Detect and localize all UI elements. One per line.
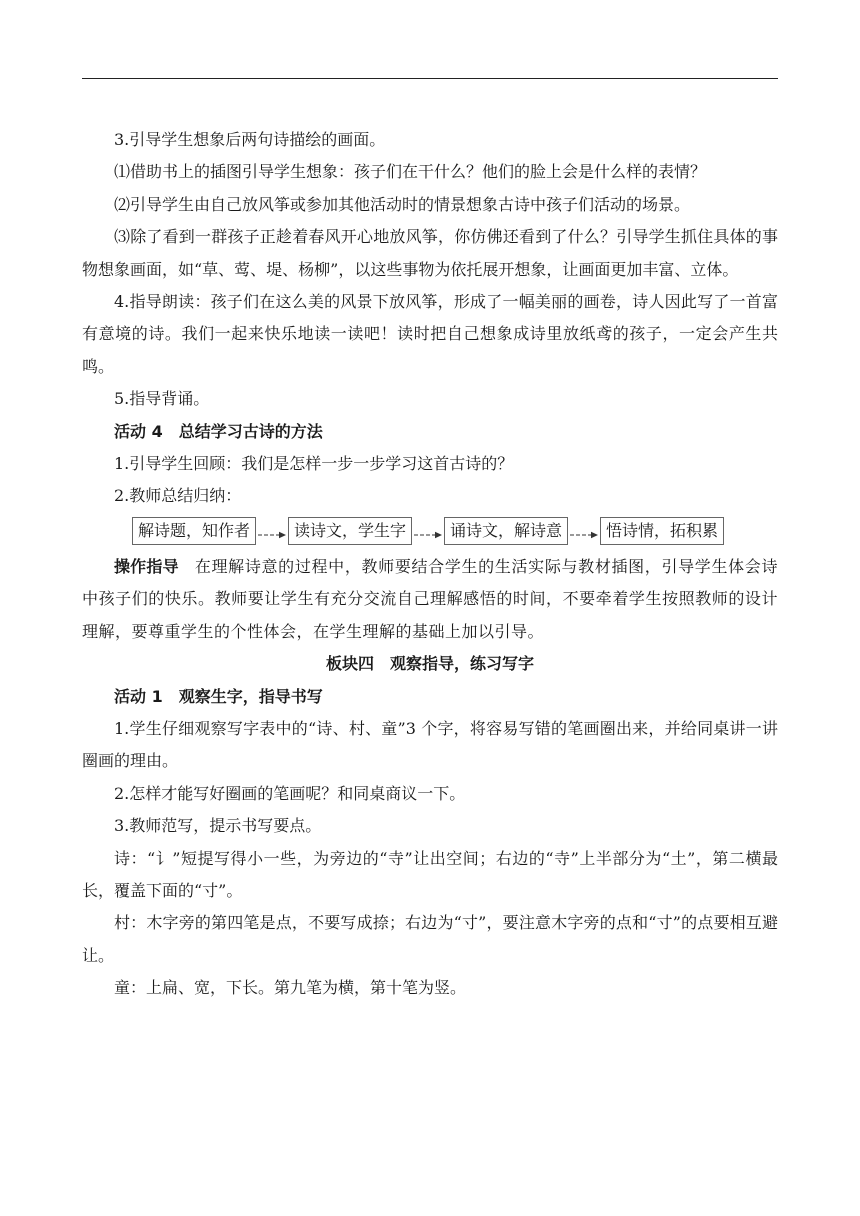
paragraph-imagine-3: ⑶除了看到一群孩子正趁着春风开心地放风筝，你仿佛还看到了什么？引导学生抓住具体的事物想象画面，如“草、莺、堤、杨柳”，以这些事物为依托展开想象，让画面更加丰富、立体。: [82, 227, 778, 279]
section-title: 板块四 观察指导，练习写字: [325, 654, 534, 674]
paragraph-review: 1.引导学生回顾：我们是怎样一步一步学习这首古诗的？: [114, 454, 514, 474]
paragraph-discuss: 2.怎样才能写好圈画的笔画呢？和同桌商议一下。: [114, 783, 466, 803]
flow-step: 解诗题，知作者: [132, 517, 256, 545]
arrow-right-icon: [256, 531, 288, 539]
document-body: [82, 124, 778, 1005]
guide-text: 在理解诗意的过程中，教师要结合学生的生活实际与教材插图，引导学生体会诗中孩子们的快乐。教师要让学生有充分交流自己理解感悟的时间，不要牵着学生按照教师的设计理解，要尊重学生的个性体会，在学生理解的基础上加以引导。: [82, 556, 778, 641]
paragraph-summary: 2.教师总结归纳：: [114, 486, 242, 506]
paragraph-observe: 1.学生仔细观察写字表中的“诗、村、童”3 个字，将容易写错的笔画圈出来，并给同桌讲一讲圈画的理由。: [82, 718, 778, 771]
method-flow-diagram: [132, 517, 778, 545]
flow-step: 悟诗情，拓积累: [600, 517, 724, 545]
paragraph-imagine-1: ⑴借助书上的插图引导学生想象：孩子们在干什么？他们的脸上会是什么样的表情？: [114, 162, 707, 182]
paragraph-demo: 3.教师范写，提示书写要点。: [114, 816, 322, 836]
header-rule: [82, 78, 778, 79]
activity-heading-4: 活动 4 总结学习古诗的方法: [114, 421, 323, 441]
paragraph-imagine-intro: 3.引导学生想象后两句诗描绘的画面。: [114, 130, 386, 149]
guide-label: 操作指导: [114, 556, 179, 576]
paragraph-reading-guide: 4.指导朗读：孩子们在这么美的风景下放风筝，形成了一幅美丽的画卷，诗人因此写了一首富有意境的诗。我们一起来快乐地读一读吧！读时把自己想象成诗里放纸鸢的孩子，一定会产生共鸣。: [82, 292, 778, 376]
paragraph-char-tong: 童：上扁、宽，下长。第九笔为横，第十笔为竖。: [114, 978, 467, 998]
activity-heading-1: 活动 1 观察生字，指导书写: [114, 686, 323, 706]
paragraph-char-cun: 村：木字旁的第四笔是点，不要写成捺；右边为“寸”，要注意木字旁的点和“寸”的点要相互避让。: [82, 913, 778, 965]
flow-step: 读诗文，学生字: [288, 517, 412, 545]
paragraph-char-shi: 诗：“讠”短提写得小一些，为旁边的“寺”让出空间；右边的“寺”上半部分为“土”，第二横最长，覆盖下面的“寸”。: [82, 848, 778, 900]
operation-guide: [82, 551, 778, 648]
arrow-right-icon: [568, 531, 600, 539]
flow-step: 诵诗文，解诗意: [444, 517, 568, 545]
arrow-right-icon: [412, 531, 444, 539]
paragraph-imagine-2: ⑵引导学生由自己放风筝或参加其他活动时的情景想象古诗中孩子们活动的场景。: [114, 194, 691, 214]
paragraph-recite: 5.指导背诵。: [114, 389, 210, 409]
